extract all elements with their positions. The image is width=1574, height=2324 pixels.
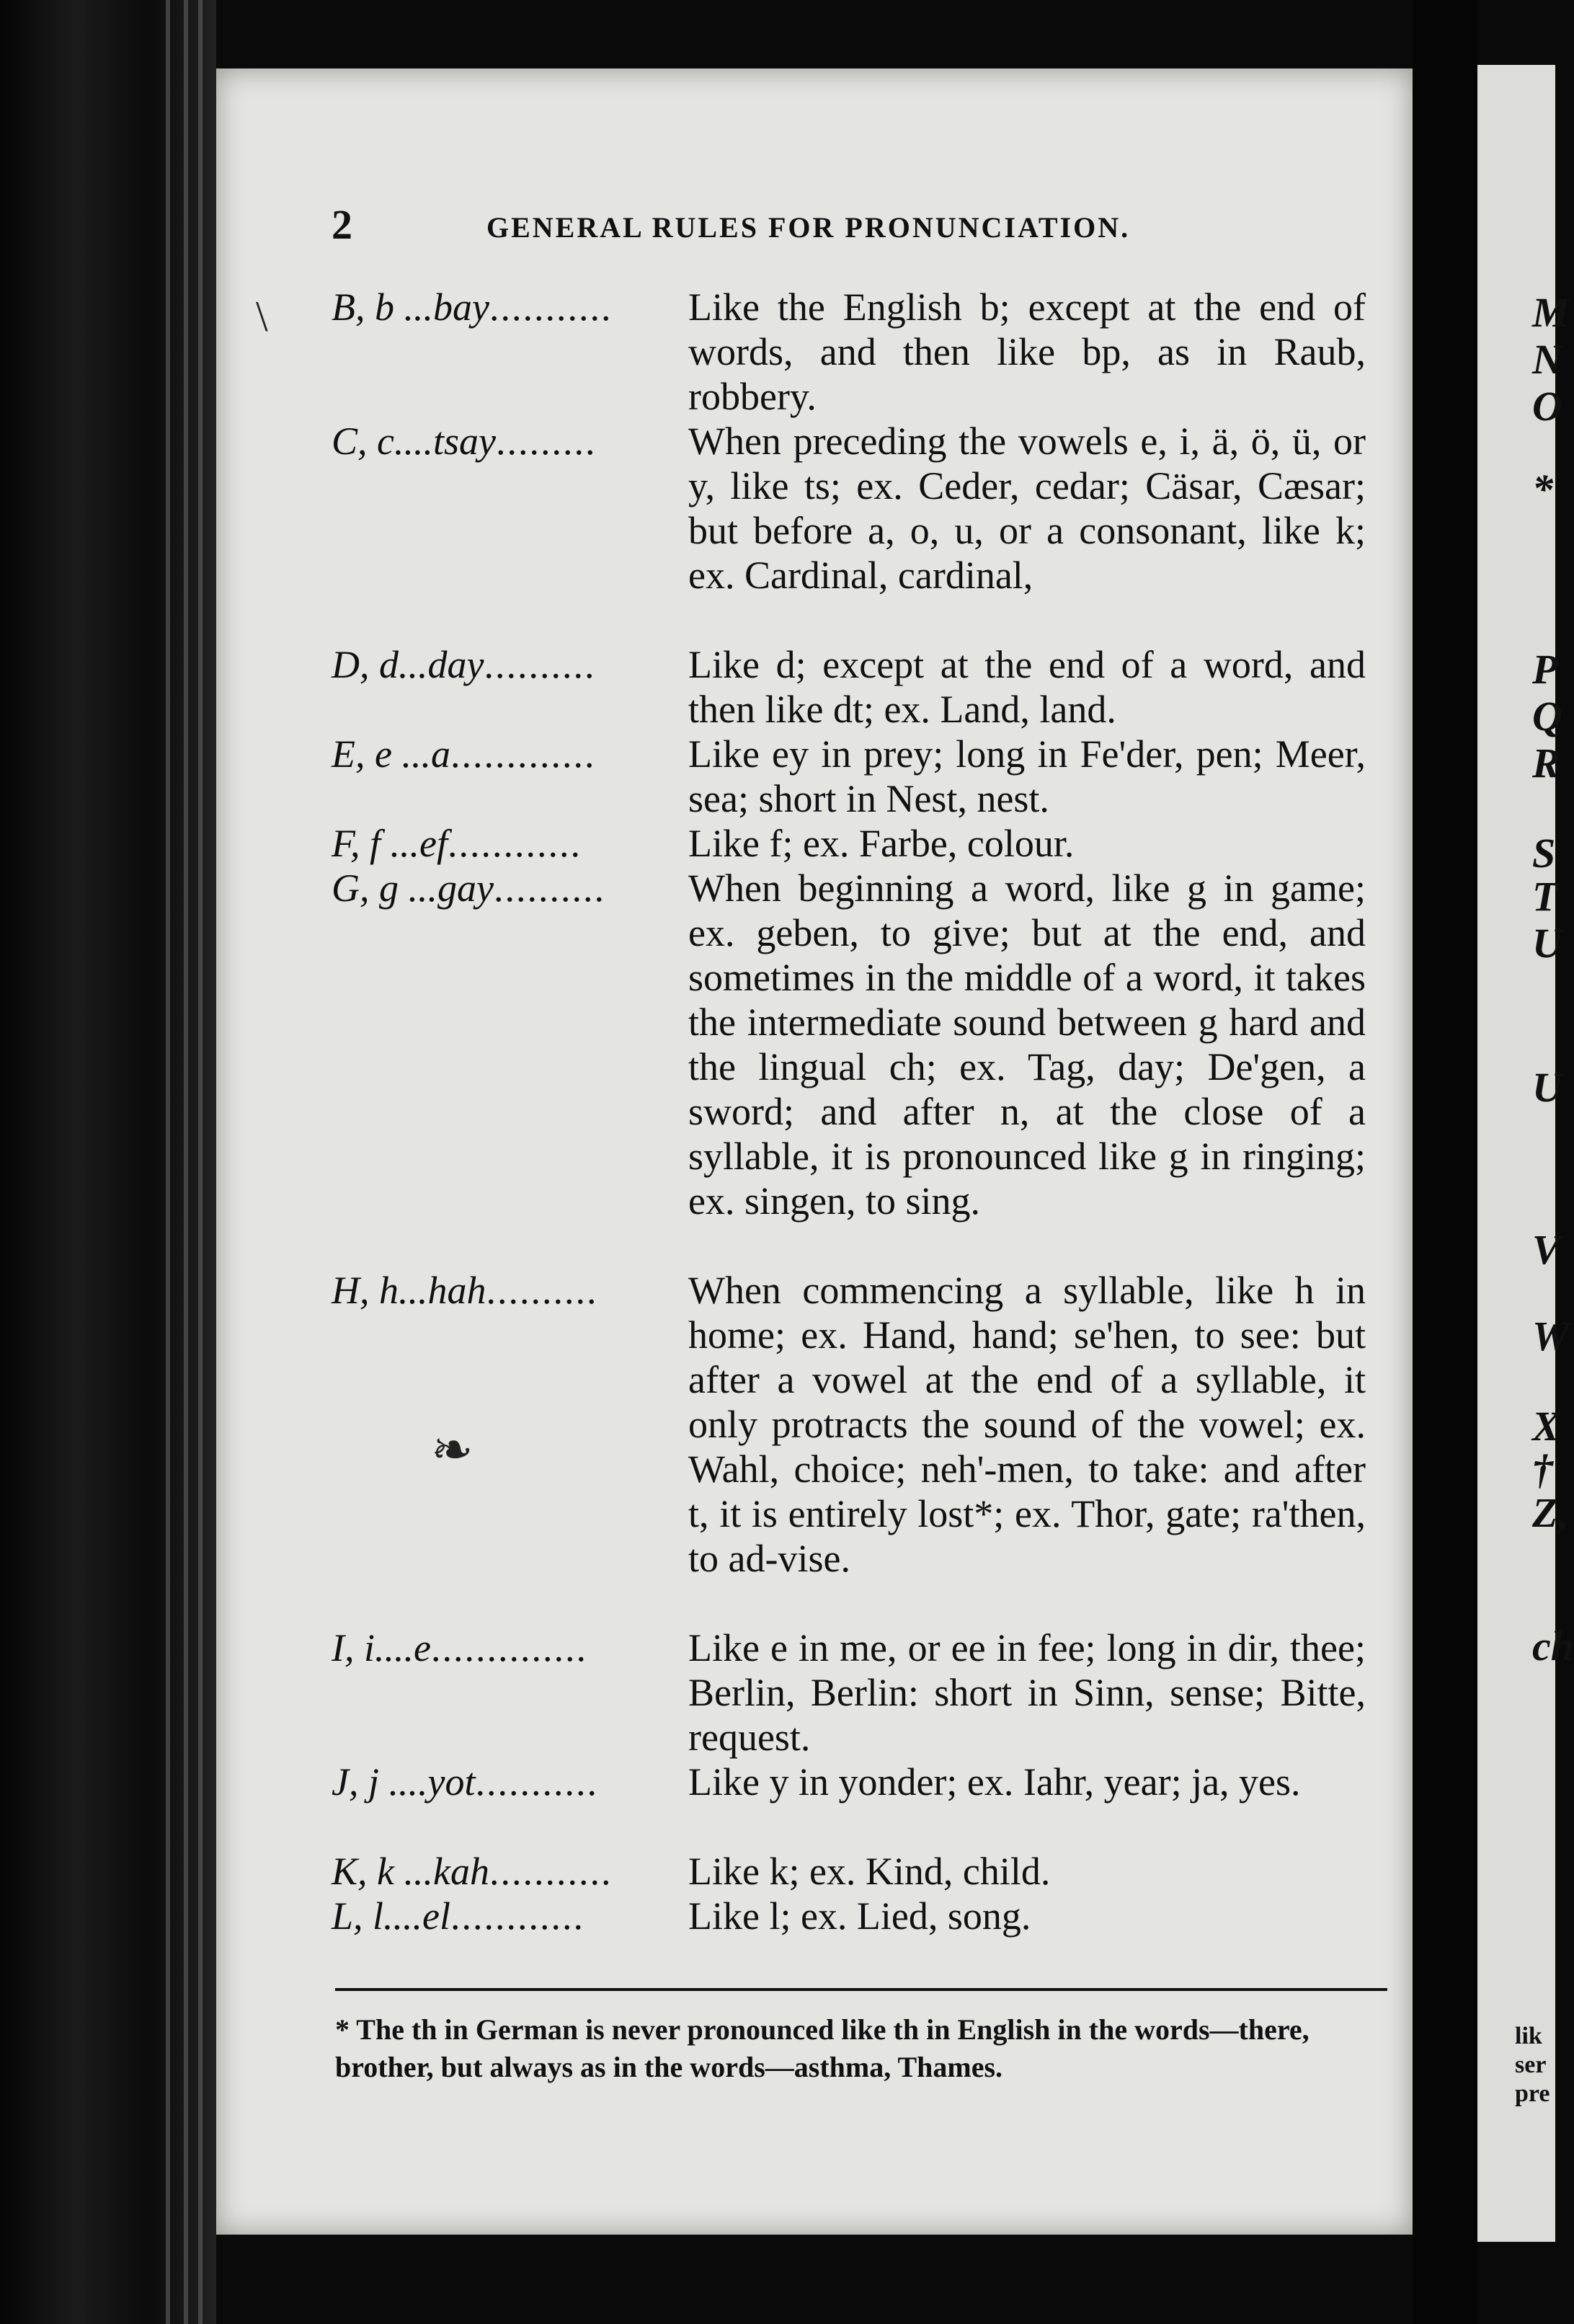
rule-letter: F, f ...ef............ (332, 822, 582, 865)
facing-page-fragment: R (1532, 740, 1560, 786)
facing-page-fragment: W (1532, 1313, 1570, 1360)
rule-letter: J, j ....yot........... (332, 1760, 598, 1804)
facing-page-fragment: M (1532, 289, 1570, 336)
rule-description: Like f; ex. Farbe, colour. (688, 822, 1075, 865)
page-number: 2 (332, 201, 352, 248)
facing-page-edge (1477, 65, 1574, 2242)
rule-entry (332, 1760, 1384, 1849)
rule-description: Like e in me, or ee in fee; long in dir, thee; Berlin, Berlin: short in Sinn, sense; Bitte, request. (688, 1626, 1366, 1759)
facing-page-fragment: Z, (1532, 1489, 1568, 1536)
book-gutter (1413, 0, 1477, 2324)
rule-letter: B, b ...bay........... (332, 285, 613, 329)
ink-blot-icon: ❧ (431, 1423, 473, 1478)
rule-description: Like k; ex. Kind, child. (688, 1850, 1051, 1893)
rule-description: When beginning a word, like g in game; ex. geben, to give; but at the end, and sometimes in the middle of a word, it takes the intermediate sound between g hard and the lingual ch; ex. Tag, day; De'gen, a sword; and after n, at the close of a syllable, it is pronounced like g in ringing; ex. singen, to sing. (688, 866, 1366, 1223)
rule-letter: K, k ...kah........... (332, 1850, 613, 1893)
facing-page-fragment: † (1532, 1446, 1553, 1493)
page-title: GENERAL RULES FOR PRONUNCIATION. (486, 211, 1131, 244)
facing-page-fragment: lik (1515, 2023, 1542, 2049)
book-edge-line (184, 0, 188, 2324)
rule-letter: E, e ...a............. (332, 732, 596, 776)
rule-entry (332, 866, 1384, 1268)
rule-entry (332, 642, 1384, 732)
rule-entry (332, 285, 1384, 419)
facing-page-fragment: pre (1515, 2080, 1550, 2107)
rule-entry (332, 1268, 1384, 1626)
rule-description: When commencing a syllable, like h in home; ex. Hand, hand; se'hen, to see: but after a vowel at the end of a syllable, it only protracts the sound of the vowel; ex. Wahl, choice; neh'-men, to take: and after t, it is entirely lost*; ex. Thor, gate; ra'then, to ad-vise. (688, 1269, 1366, 1580)
facing-page-fragment: U (1532, 920, 1562, 967)
footnote-divider (335, 1988, 1387, 1991)
running-head (332, 200, 1340, 251)
facing-page-fragment: N (1532, 336, 1562, 383)
facing-page-fragment: S (1532, 830, 1556, 877)
rule-letter: I, i....e.............. (332, 1626, 587, 1669)
book-edge-line (198, 0, 203, 2324)
facing-page-fragment: T (1532, 873, 1558, 920)
rule-description: Like ey in prey; long in Fe'der, pen; Meer, sea; short in Nest, nest. (688, 732, 1366, 820)
facing-page-fragment: Q (1532, 693, 1562, 740)
rule-description: Like d; except at the end of a word, and then like dt; ex. Land, land. (688, 643, 1366, 731)
rule-description: Like y in yonder; ex. Iahr, year; ja, yes. (688, 1760, 1301, 1804)
rule-description: When preceding the vowels e, i, ä, ö, ü, or y, like ts; ex. Ceder, cedar; Cäsar, Cæsar; but before a, o, u, or a consonant, like k; ex. Cardinal, cardinal, (688, 420, 1366, 597)
rule-description: Like l; ex. Lied, song. (688, 1894, 1031, 1938)
rule-entry (332, 1849, 1384, 1894)
book-edge-line (166, 0, 170, 2324)
rule-description: Like the English b; except at the end of words, and then like bp, as in Raub, robbery. (688, 285, 1366, 418)
rule-entry (332, 821, 1384, 866)
margin-mark-icon: \ (256, 293, 268, 340)
pronunciation-rules (332, 285, 1384, 1938)
rule-entry (332, 419, 1384, 642)
rule-entry (332, 1894, 1384, 1938)
facing-page-fragment: P (1532, 646, 1558, 693)
facing-page-fragment: U (1532, 1064, 1562, 1111)
rule-letter: H, h...hah.......... (332, 1269, 598, 1312)
facing-page-fragment: * (1532, 466, 1553, 513)
rule-entry (332, 732, 1384, 821)
rule-letter: D, d...day.......... (332, 643, 596, 686)
rule-entry (332, 1626, 1384, 1760)
facing-page-fragment: ch (1532, 1623, 1574, 1669)
rule-letter: L, l....el............ (332, 1894, 585, 1938)
facing-page-fragment: ser (1515, 2052, 1547, 2078)
facing-page-fragment: X (1532, 1403, 1560, 1450)
rule-letter: G, g ...gay.......... (332, 866, 605, 910)
facing-page-fragment: O (1532, 383, 1562, 430)
rule-letter: C, c....tsay......... (332, 420, 597, 463)
facing-page-fragment: V (1532, 1226, 1560, 1273)
footnote: * The th in German is never pronounced like th in English in the words—there, brother, but always as in the words—asthma, Thames. (335, 2013, 1310, 2083)
